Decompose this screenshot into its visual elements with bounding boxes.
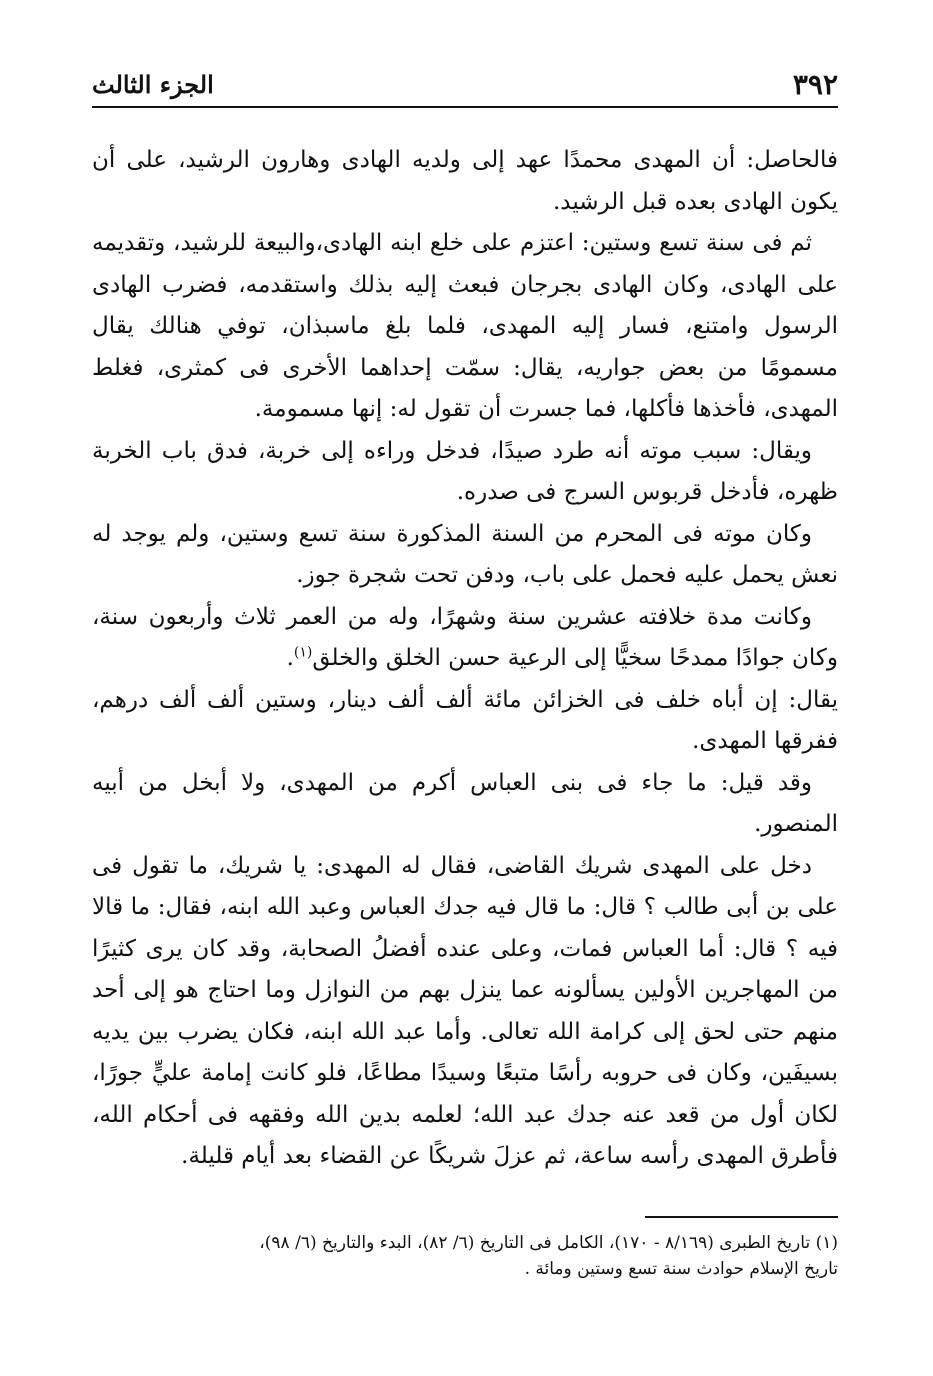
paragraph: وقد قيل: ما جاء فى بنى العباس أكرم من المهدى، ولا أبخل من أبيه المنصور. <box>92 769 838 837</box>
paragraph: ثم فى سنة تسع وستين: اعتزم على خلع ابنه الهادى،والبيعة للرشيد، وتقديمه على الهادى، وكان الهادى بجرجان فبعث إليه بذلك واستقدمه، فضرب الهادى الرسول وامتنع، فسار إليه المهدى، فلما بلغ ماسبذان، توفي هنالك يقال مسمومًا من بعض جواريه، يقال: سمّت إحداهما الأخرى فى كمثرى، فغلط المهدى، فأخذها فأكلها، فما جسرت أن تقول له: إنها مسمومة. <box>92 230 838 422</box>
paragraph: ويقال: سبب موته أنه طرد صيدًا، فدخل وراءه إلى خربة، فدق باب الخربة ظهره، فأدخل قربوس السرج فى صدره. <box>92 437 838 505</box>
main-text <box>92 140 838 1178</box>
paragraph: دخل على المهدى شريك القاضى، فقال له المهدى: يا شريك، ما تقول فى على بن أبى طالب ؟ قال: ما قال فيه جدك العباس وعبد الله ابنه، فقال: ما قالا فيه ؟ قال: أما العباس فمات، وعلى عنده أفضلُ الصحابة، وقد كان يرى كثيرًا من المهاجرين الأولين يسألونه عما ينزل بهم من النوازل وما احتاج هو إلى أحد منهم حتى لحق إلى كرامة الله تعالى. وأما عبد الله ابنه، فكان يضرب بين يديه بسيفَين، وكان فى حروبه رأسًا متبعًا وسيدًا مطاعًا، فلو كانت إمامة عليٍّ جورًا، لكان أول من قعد عنه جدك عبد الله؛ لعلمه بدين الله وفقهه فى أحكام الله، فأطرق المهدى رأسه ساعة، ثم عزلَ شريكًا عن القضاء بعد أيام قليلة. <box>92 852 838 1169</box>
paragraph: يقال: إن أباه خلف فى الخزائن مائة ألف ألف دينار، وستين ألف ألف درهم، ففرقها المهدى. <box>92 686 838 754</box>
footnote <box>92 1230 838 1282</box>
footnote-line: تاريخ الإسلام حوادث سنة تسع وستين ومائة . <box>524 1259 838 1279</box>
footnote-divider <box>645 1216 838 1218</box>
paragraph: وكان موته فى المحرم من السنة المذكورة سنة تسع وستين، ولم يوجد له نعش يحمل عليه فحمل على باب، ودفن تحت شجرة جوز. <box>92 520 838 588</box>
paragraph-text: وكانت مدة خلافته عشرين سنة وشهرًا، وله من العمر ثلاث وأربعون سنة، وكان جوادًا ممدحًا سخيًّا إلى الرعية حسن الخلق والخلق <box>92 603 838 671</box>
paragraph: فالحاصل: أن المهدى محمدًا عهد إلى ولديه الهادى وهارون الرشيد، على أن يكون الهادى بعده قبل الرشيد. <box>92 147 838 215</box>
paragraph <box>92 597 838 680</box>
page-header <box>92 62 838 108</box>
footnote-line: (١) تاريخ الطبرى (٨/١٦٩ - ١٧٠)، الكامل فى التاريخ (٦/ ٨٢)، البدء والتاريخ (٦/ ٩٨)، <box>259 1233 838 1253</box>
page-number: ٣٩٢ <box>792 67 838 101</box>
paragraph-end: . <box>286 645 294 671</box>
footnote-marker[interactable]: (١) <box>293 644 313 661</box>
section-title: الجزء الثالث <box>92 69 214 99</box>
